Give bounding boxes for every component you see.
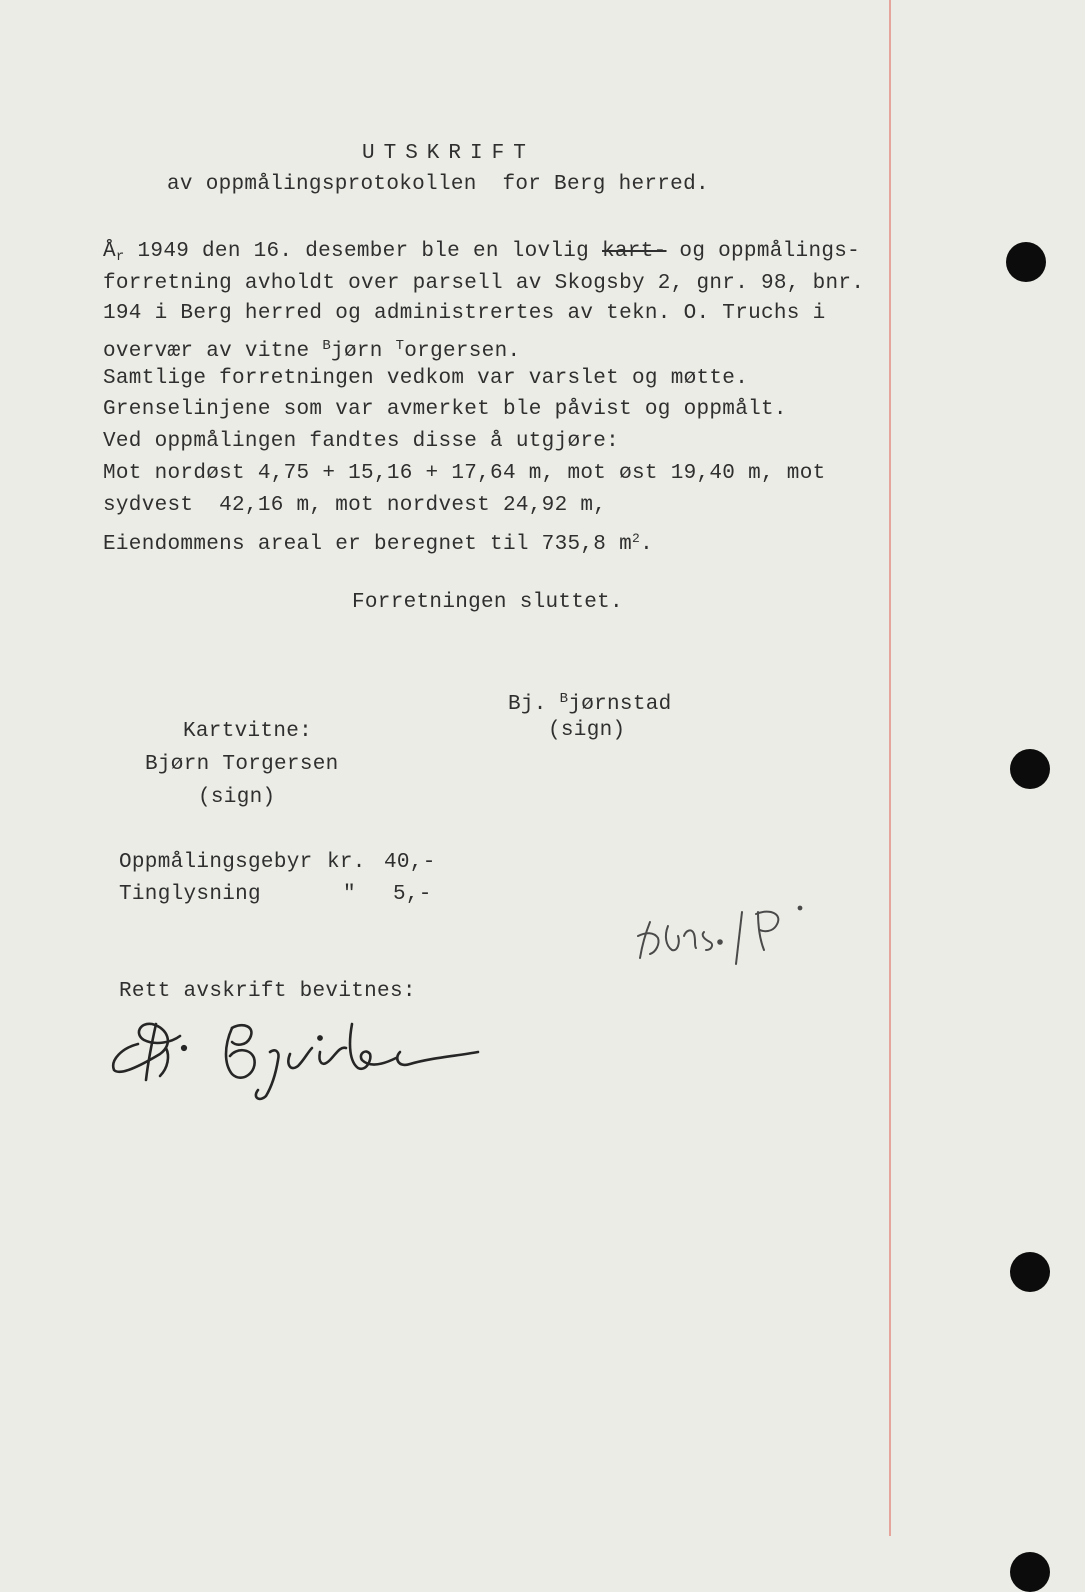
signer-name: Bj. $^B$jørnstad [508, 691, 672, 716]
body-line-9: sydvest 42,16 m, mot nordvest 24,92 m, [103, 494, 607, 517]
body-line-6: Grenselinjene som var avmerket ble påvist og oppmålt. [103, 398, 787, 421]
witness-label: Kartvitne: [183, 720, 313, 743]
closing-statement: Forretningen sluttet. [352, 591, 623, 614]
punch-hole-lower [1010, 1252, 1050, 1292]
body-line-5: Samtlige forretningen vedkom var varslet og møtte. [103, 367, 749, 390]
attestation-label: Rett avskrift bevitnes: [119, 980, 416, 1003]
punch-hole-top [1006, 242, 1046, 282]
punch-hole-middle [1010, 749, 1050, 789]
document-subheading: av oppmålingsprotokollen for Berg herred. [167, 173, 709, 196]
signer-sign-note: (sign) [548, 719, 626, 742]
struck-word: kart- [602, 240, 667, 263]
witness-sign-note: (sign) [198, 786, 276, 809]
fee-label-survey: Oppmålingsgebyr [119, 851, 313, 874]
handwritten-signature [100, 1002, 500, 1112]
body-line-1: $Å_r$ 1949 den 16. desember ble en lovlig kart- og oppmålings- [103, 240, 861, 265]
fee-amount-registration: 5,- [393, 883, 432, 906]
margin-rule [889, 0, 891, 1536]
fee-currency: kr. [327, 851, 366, 874]
punch-hole-bottom [1010, 1552, 1050, 1592]
fee-amount-survey: 40,- [384, 851, 436, 874]
fee-ditto-mark: " [343, 883, 356, 906]
fee-label-registration: Tinglysning [119, 883, 261, 906]
body-line-3: 194 i Berg herred og administrertes av tekn. O. Truchs i [103, 302, 826, 325]
body-line-10: Eiendommens areal er beregnet til 735,8 $m^2$. [103, 531, 653, 556]
body-line-7: Ved oppmålingen fandtes disse å utgjøre: [103, 430, 620, 453]
document-heading: UTSKRIFT [362, 142, 535, 165]
body-line-2: forretning avholdt over parsell av Skogsby 2, gnr. 98, bnr. [103, 272, 865, 295]
pencil-annotation [628, 892, 838, 972]
witness-name: Bjørn Torgersen [145, 753, 339, 776]
body-line-8: Mot nordøst 4,75 + 15,16 + 17,64 m, mot øst 19,40 m, mot [103, 462, 826, 485]
body-line-4: overvær av vitne $^B$jørn $^T$orgersen. [103, 338, 521, 363]
